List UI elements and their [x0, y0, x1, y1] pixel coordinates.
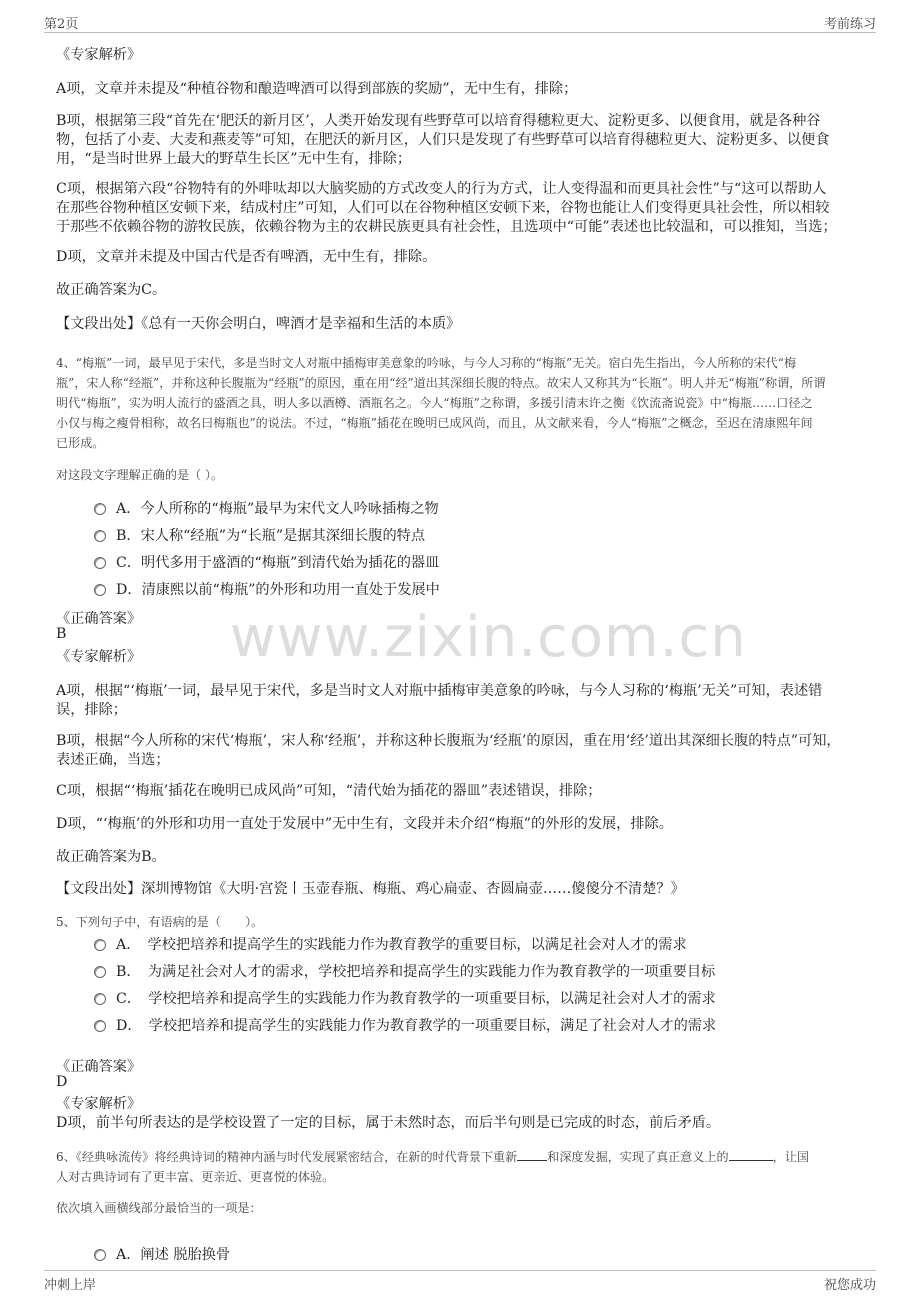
analysis-line: 在那些谷物种植区安顿下来，结成村庄”可知，人们可以在谷物种植区安顿下来，谷物也能让人们变得更具社会性，所以相较 — [56, 200, 830, 216]
analysis-line: B项，根据“今人所称的宋代‘梅瓶’，宋人称‘经瓶’，并称这种长腹瓶为‘经瓶’的原因，重在用‘经’道出其深细长腹的特点”可知， — [56, 733, 841, 749]
question-passage: 6、《经典咏流传》将经典诗词的精神内涵与时代发展紧密结合，在新的时代背景下重新 和深度发掘，实现了真正意义上的 ，让国 — [56, 1150, 809, 1164]
analysis-line: C项，根据“‘梅瓶’插花在晚明已成风尚”可知，“清代始为插花的器皿”表述错误，排除； — [56, 783, 602, 799]
option-d[interactable]: D． 学校把培养和提高学生的实践能力作为教育教学的一项重要目标，满足了社会对人才的需求 — [94, 1015, 716, 1035]
correct-answer-label: 《正确答案》 — [56, 611, 142, 627]
question-passage: 瓶”，宋人称“经瓶”，并称这种长腹瓶为“经瓶”的原因，重在用“经”道出其深细长腹的特点。故宋人又称其为“长瓶”。明人并无“梅瓶”称谓，所谓 — [56, 376, 826, 390]
question-passage: 人对古典诗词有了更丰富、更亲近、更喜悦的体验。 — [56, 1170, 335, 1184]
page-header — [44, 10, 876, 33]
option-c[interactable]: C．明代多用于盛酒的“梅瓶”到清代始为插花的器皿 — [94, 552, 439, 572]
analysis-line: D项，前半句所表达的是学校设置了一定的目标，属于未然时态，而后半句则是已完成的时态，前后矛盾。 — [56, 1115, 721, 1131]
analysis-line: 用，“是当时世界上最大的野草生长区”无中生有，排除； — [56, 151, 412, 167]
radio-icon[interactable] — [94, 993, 106, 1005]
question-passage: 4、“梅瓶”一词，最早见于宋代，多是当时文人对瓶中插梅审美意象的吟咏，与今人习称的“梅瓶”无关。宿白先生指出，今人所称的宋代“梅 — [56, 356, 797, 370]
radio-icon[interactable] — [94, 1249, 106, 1261]
footer-left: 冲刺上岸 — [44, 1278, 97, 1293]
analysis-line: D项，文章并未提及中国古代是否有啤酒，无中生有，排除。 — [56, 249, 437, 265]
radio-icon[interactable] — [94, 966, 106, 978]
source-citation: 【文段出处】深圳博物馆《大明·宫瓷丨玉壶春瓶、梅瓶、鸡心扁壶、杏圆扁壶……傻傻分不清楚？》 — [56, 881, 685, 897]
question-stem: 对这段文字理解正确的是（ ）。 — [56, 468, 224, 482]
conclusion: 故正确答案为C。 — [56, 282, 167, 298]
analysis-line: 物，包括了小麦、大麦和燕麦等”可知，在肥沃的新月区，人们只是发现了有些野草可以培育得穗粒更大、淀粉更多、以便食 — [56, 132, 830, 148]
radio-icon[interactable] — [94, 939, 106, 951]
question-passage: 小仅与梅之瘦骨相称，故名曰梅瓶也”的说法。不过，“梅瓶”插花在晚明已成风尚，而且，从文献来看，今人“梅瓶”之概念，至迟在清康熙年间 — [56, 416, 813, 430]
option-d[interactable]: D．清康熙以前“梅瓶”的外形和功用一直处于发展中 — [94, 579, 440, 599]
analysis-line: 表述正确，当选； — [56, 752, 170, 768]
analysis-line: A项，文章并未提及“种植谷物和酿造啤酒可以得到部族的奖励”，无中生有，排除； — [56, 81, 578, 97]
radio-icon[interactable] — [94, 1020, 106, 1032]
question-stem: 依次填入画横线部分最恰当的一项是： — [56, 1201, 262, 1215]
analysis-line: A项，根据“‘梅瓶’一词，最早见于宋代，多是当时文人对瓶中插梅审美意象的吟咏，与今人习称的‘梅瓶’无关”可知，表述错 — [56, 683, 823, 699]
option-a[interactable]: A．阐述 脱胎换骨 — [94, 1244, 230, 1264]
correct-answer-label: 《正确答案》 — [56, 1059, 142, 1075]
radio-icon[interactable] — [94, 503, 106, 515]
question-passage: 已形成。 — [56, 436, 105, 450]
option-b[interactable]: B． 为满足社会对人才的需求，学校把培养和提高学生的实践能力作为教育教学的一项重要目标 — [94, 961, 715, 981]
correct-answer: D — [56, 1074, 68, 1090]
radio-icon[interactable] — [94, 557, 106, 569]
option-b[interactable]: B．宋人称“经瓶”为“长瓶”是据其深细长腹的特点 — [94, 525, 425, 545]
page-footer — [44, 1270, 876, 1293]
correct-answer: B — [56, 626, 67, 642]
watermark: www.zixin.com.cn — [230, 605, 747, 670]
analysis-line: 误，排除； — [56, 702, 127, 718]
analysis-line: D项，“‘梅瓶’的外形和功用一直处于发展中”无中生有，文段并未介绍“梅瓶”的外形的发展，排除。 — [56, 816, 673, 832]
conclusion: 故正确答案为B。 — [56, 849, 166, 865]
analysis-line: 于那些不依赖谷物的游牧民族，依赖谷物为主的农耕民族更具有社会性，且选项中“可能”表述也比较温和，可以推知，当选； — [56, 219, 837, 235]
expert-analysis-label: 《专家解析》 — [56, 1096, 142, 1112]
source-citation: 【文段出处】《总有一天你会明白，啤酒才是幸福和生活的本质》 — [56, 316, 461, 332]
radio-icon[interactable] — [94, 530, 106, 542]
option-c[interactable]: C． 学校把培养和提高学生的实践能力作为教育教学的一项重要目标，以满足社会对人才的需求 — [94, 988, 716, 1008]
option-a[interactable]: A．今人所称的“梅瓶”最早为宋代文人吟咏插梅之物 — [94, 498, 439, 518]
expert-analysis-label: 《专家解析》 — [56, 47, 142, 63]
radio-icon[interactable] — [94, 584, 106, 596]
header-title: 考前练习 — [823, 17, 876, 32]
analysis-line: C项，根据第六段“谷物特有的外啡呔却以大脑奖励的方式改变人的行为方式，让人变得温和而更具社会性”与“这可以帮助人 — [56, 181, 827, 197]
analysis-line: B项，根据第三段“首先在‘肥沃的新月区’，人类开始发现有些野草可以培育得穗粒更大、淀粉更多、以便食用，就是各种谷 — [56, 113, 821, 129]
page-number: 第2页 — [44, 17, 79, 32]
fill-blank[interactable] — [729, 1160, 773, 1161]
expert-analysis-label: 《专家解析》 — [56, 649, 142, 665]
question-stem: 5、下列句子中，有语病的是（ ）。 — [56, 915, 264, 929]
question-passage: 明代“梅瓶”，实为明人流行的盛酒之具，明人多以酒樽、酒瓶名之。今人“梅瓶”之称谓，多援引清末许之衡《饮流斋说瓷》中“梅瓶……口径之 — [56, 396, 813, 410]
option-a[interactable]: A． 学校把培养和提高学生的实践能力作为教育教学的重要目标，以满足社会对人才的需求 — [94, 934, 687, 954]
footer-right: 祝您成功 — [823, 1278, 876, 1293]
fill-blank[interactable] — [517, 1160, 547, 1161]
